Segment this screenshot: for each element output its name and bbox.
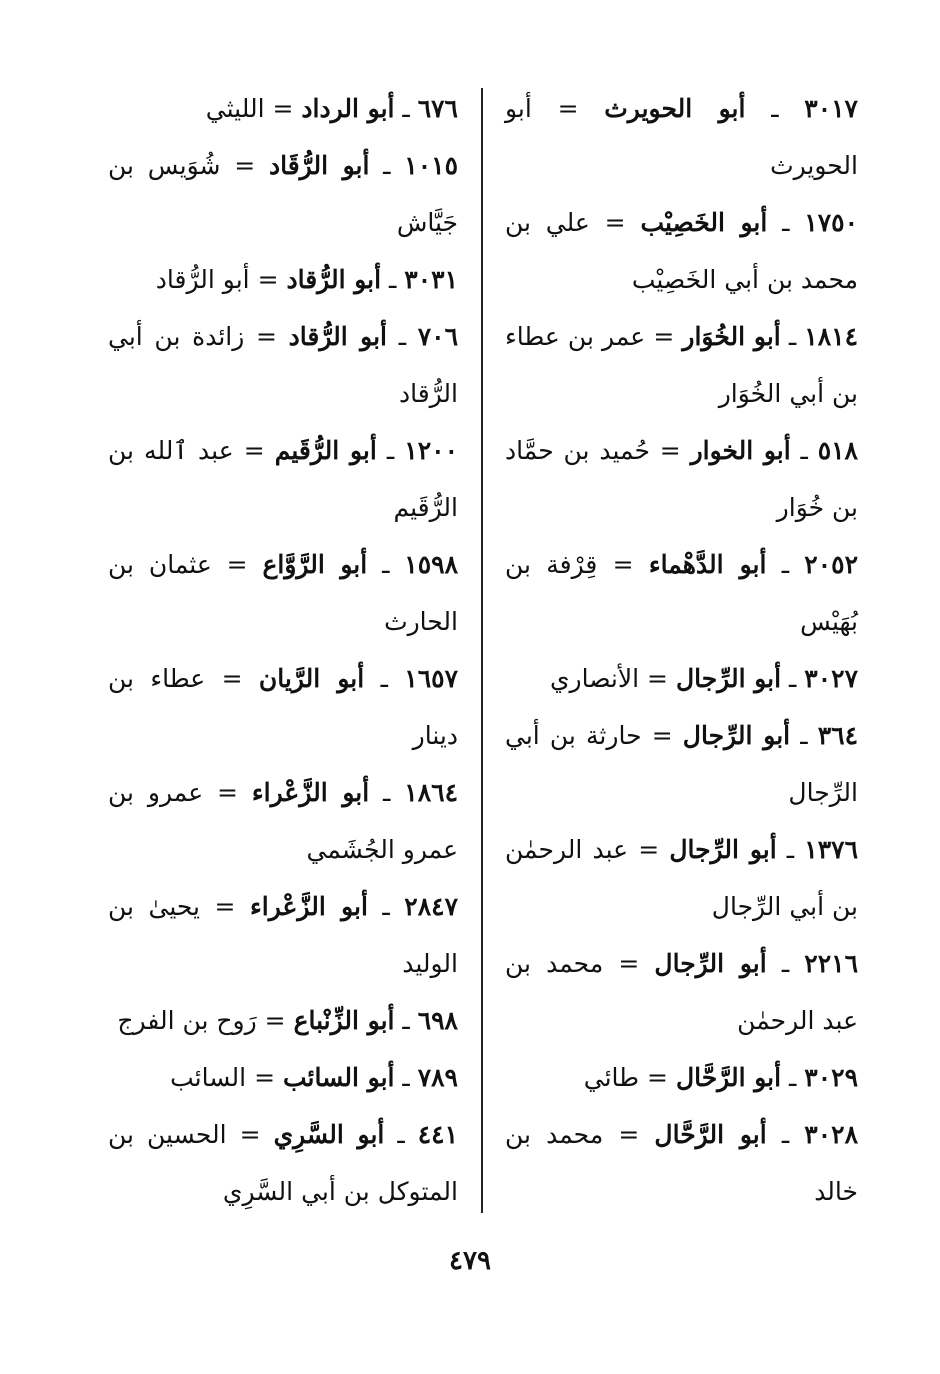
kunya-name: أبو الرَّحَّال bbox=[675, 1063, 782, 1092]
equals-sign: = bbox=[659, 436, 681, 465]
equals-sign: = bbox=[226, 550, 248, 579]
referenced-name: محمد بن خالد bbox=[505, 1120, 858, 1206]
equals-sign: = bbox=[254, 1063, 276, 1092]
kunya-name: أبو الزَّعْراء bbox=[250, 892, 368, 921]
index-entry: ١٣٧٦ ـ أبو الرِّجال = عبد الرحمٰن بن أبي الرِّجال bbox=[505, 835, 858, 921]
index-entry: ١٢٠٠ ـ أبو الرُّقَيم = عبد ٱلله بن الرُّقَيم bbox=[108, 436, 458, 522]
index-entry: ١٥٩٨ ـ أبو الرَّوَّاع = عثمان بن الحارث bbox=[108, 550, 459, 636]
index-entry: ٢٨٤٧ ـ أبو الزَّعْراء = يحيىٰ بن الوليد bbox=[108, 892, 458, 978]
referenced-name: حارثة بن أبي الرِّجال bbox=[505, 721, 858, 807]
entry-number: ١٥٩٨ bbox=[404, 550, 459, 579]
entry-number: ١٠١٥ bbox=[404, 151, 458, 180]
kunya-name: أبو السائب bbox=[282, 1063, 395, 1092]
entry-number: ٣٠٢٨ bbox=[804, 1120, 858, 1149]
equals-sign: = bbox=[638, 835, 660, 864]
kunya-name: أبو الحويرث bbox=[604, 94, 746, 123]
equals-sign: = bbox=[651, 721, 673, 750]
index-entry: ٧٨٩ ـ أبو السائب = السائب bbox=[170, 1063, 458, 1092]
entry-number: ٢٢١٦ bbox=[804, 949, 858, 978]
referenced-name: شُوَيس بن جَيَّاش bbox=[108, 151, 458, 237]
index-entry: ٢٠٥٢ ـ أبو الدَّهْماء = قِرْفة بن بُهَيْس bbox=[505, 550, 859, 636]
referenced-name: عبد ٱلله بن الرُّقَيم bbox=[108, 436, 458, 522]
referenced-name: عمرو بن عمرو الجُشَمي bbox=[108, 778, 458, 864]
equals-sign: = bbox=[256, 322, 277, 351]
equals-sign: = bbox=[618, 949, 640, 978]
index-entry: ٣٠١٧ ـ أبو الحويرث = أبو الحويرث bbox=[505, 94, 858, 180]
page-number: ٤٧٩ bbox=[449, 1246, 491, 1276]
referenced-name: عثمان بن الحارث bbox=[108, 550, 458, 636]
equals-sign: = bbox=[264, 1006, 286, 1035]
entry-number: ٣٠٢٩ bbox=[804, 1063, 858, 1092]
entry-number: ٢٠٥٢ bbox=[804, 550, 859, 579]
index-entry: ٥١٨ ـ أبو الخوار = حُميد بن حمَّاد بن خُوَار bbox=[505, 436, 858, 522]
entry-number: ٥١٨ bbox=[817, 436, 858, 465]
equals-sign: = bbox=[618, 1120, 640, 1149]
kunya-name: أبو الدَّهْماء bbox=[648, 550, 767, 579]
index-entry: ٧٠٦ ـ أبو الرُّقاد = زائدة بن أبي الرُّقاد bbox=[108, 322, 459, 408]
index-entry: ١٦٥٧ ـ أبو الرَّيان = عطاء بن دينار bbox=[108, 664, 459, 750]
entry-number: ١٣٧٦ bbox=[804, 835, 858, 864]
equals-sign: = bbox=[612, 550, 634, 579]
equals-sign: = bbox=[257, 265, 279, 294]
index-entry: ٣٦٤ ـ أبو الرِّجال = حارثة بن أبي الرِّجال bbox=[505, 721, 859, 807]
equals-sign: = bbox=[647, 664, 668, 693]
referenced-name: زائدة بن أبي الرُّقاد bbox=[108, 322, 458, 408]
kunya-name: أبو الرُّقاد bbox=[288, 322, 387, 351]
kunya-name: أبو الخُوَار bbox=[682, 322, 781, 351]
entry-number: ٢٨٤٧ bbox=[404, 892, 458, 921]
index-entry: ٦٩٨ ـ أبو الزِّنْباع = رَوح بن الفرج bbox=[117, 1006, 458, 1035]
index-entry: ١٨١٤ ـ أبو الخُوَار = عمر بن عطاء بن أبي الخُوَار bbox=[505, 322, 858, 408]
index-entry: ٦٧٦ ـ أبو الرداد = الليثي bbox=[205, 94, 458, 123]
entry-number: ١٨١٤ bbox=[804, 322, 858, 351]
referenced-name: قِرْفة بن بُهَيْس bbox=[505, 550, 858, 636]
referenced-name: عمر بن عطاء بن أبي الخُوَار bbox=[505, 322, 858, 408]
kunya-name: أبو الرُّقَيم bbox=[274, 436, 377, 465]
equals-sign: = bbox=[221, 664, 243, 693]
index-entry: ١٨٦٤ ـ أبو الزَّعْراء = عمرو بن عمرو الجُشَمي bbox=[108, 778, 458, 864]
entry-number: ١٦٥٧ bbox=[404, 664, 459, 693]
left-column bbox=[108, 80, 458, 1220]
index-entry: ٣٠٢٧ ـ أبو الرِّجال = الأنصاري bbox=[549, 664, 858, 693]
referenced-name: أبو الحويرث bbox=[505, 94, 858, 180]
referenced-name: طائي bbox=[583, 1063, 640, 1092]
referenced-name: رَوح بن الفرج bbox=[117, 1006, 257, 1035]
entry-number: ٧٠٦ bbox=[417, 322, 459, 351]
entry-number: ٦٩٨ bbox=[417, 1006, 458, 1035]
equals-sign: = bbox=[653, 322, 675, 351]
equals-sign: = bbox=[647, 1063, 668, 1092]
equals-sign: = bbox=[214, 892, 236, 921]
referenced-name: يحيىٰ بن الوليد bbox=[108, 892, 458, 978]
index-entry: ٢٢١٦ ـ أبو الرِّجال = محمد بن عبد الرحمٰن bbox=[505, 949, 858, 1035]
column-divider bbox=[481, 88, 483, 1213]
referenced-name: السائب bbox=[170, 1063, 247, 1092]
entry-number: ٣٠٣١ bbox=[404, 265, 458, 294]
kunya-name: أبو الرَّحَّال bbox=[654, 1120, 767, 1149]
equals-sign: = bbox=[234, 151, 256, 180]
kunya-name: أبو الزِّنْباع bbox=[293, 1006, 395, 1035]
referenced-name: الأنصاري bbox=[549, 664, 640, 693]
index-entry: ٣٠٢٩ ـ أبو الرَّحَّال = طائي bbox=[583, 1063, 858, 1092]
right-column bbox=[505, 80, 858, 1220]
equals-sign: = bbox=[217, 778, 238, 807]
entry-number: ١٧٥٠ bbox=[804, 208, 859, 237]
index-entry: ٣٠٣١ ـ أبو الرُّقاد = أبو الرُّقاد bbox=[155, 265, 458, 294]
equals-sign: = bbox=[239, 1120, 261, 1149]
entry-number: ٧٨٩ bbox=[417, 1063, 458, 1092]
entry-number: ١٨٦٤ bbox=[404, 778, 458, 807]
kunya-name: أبو الرِّجال bbox=[669, 835, 777, 864]
referenced-name: محمد بن عبد الرحمٰن bbox=[505, 949, 858, 1035]
index-entry: ٤٤١ ـ أبو السَّرِي = الحسين بن المتوكل بن أبي السَّرِي bbox=[108, 1120, 459, 1206]
entry-number: ٤٤١ bbox=[417, 1120, 459, 1149]
entry-number: ٣٠٢٧ bbox=[804, 664, 858, 693]
entry-number: ٣٦٤ bbox=[817, 721, 859, 750]
kunya-name: أبو الخوار bbox=[690, 436, 791, 465]
kunya-name: أبو الرَّوَّاع bbox=[262, 550, 368, 579]
equals-sign: = bbox=[557, 94, 579, 123]
kunya-name: أبو الرَّيان bbox=[258, 664, 365, 693]
index-entry: ٣٠٢٨ ـ أبو الرَّحَّال = محمد بن خالد bbox=[505, 1120, 858, 1206]
equals-sign: = bbox=[604, 208, 626, 237]
referenced-name: عطاء بن دينار bbox=[108, 664, 458, 750]
equals-sign: = bbox=[243, 436, 265, 465]
kunya-name: أبو الرِّجال bbox=[682, 721, 791, 750]
referenced-name: عبد الرحمٰن بن أبي الرِّجال bbox=[505, 835, 858, 921]
referenced-name: الليثي bbox=[205, 94, 265, 123]
kunya-name: أبو الخَصِيْب bbox=[640, 208, 768, 237]
referenced-name: أبو الرُّقاد bbox=[155, 265, 250, 294]
equals-sign: = bbox=[272, 94, 294, 123]
kunya-name: أبو السَّرِي bbox=[273, 1120, 385, 1149]
referenced-name: حُميد بن حمَّاد بن خُوَار bbox=[505, 436, 858, 522]
kunya-name: أبو الرِّجال bbox=[675, 664, 782, 693]
kunya-name: أبو الزَّعْراء bbox=[251, 778, 370, 807]
kunya-name: أبو الرُّقاد bbox=[286, 265, 382, 294]
entry-number: ٦٧٦ bbox=[417, 94, 458, 123]
referenced-name: علي بن محمد بن أبي الخَصِيْب bbox=[505, 208, 858, 294]
index-entry: ١٧٥٠ ـ أبو الخَصِيْب = علي بن محمد بن أبي الخَصِيْب bbox=[505, 208, 859, 294]
index-entry: ١٠١٥ ـ أبو الرُّقَاد = شُوَيس بن جَيَّاش bbox=[108, 151, 458, 237]
kunya-name: أبو الرداد bbox=[301, 94, 395, 123]
referenced-name: الحسين بن المتوكل بن أبي السَّرِي bbox=[108, 1120, 458, 1206]
kunya-name: أبو الرُّقَاد bbox=[268, 151, 370, 180]
kunya-name: أبو الرِّجال bbox=[654, 949, 767, 978]
entry-number: ١٢٠٠ bbox=[404, 436, 458, 465]
entry-number: ٣٠١٧ bbox=[804, 94, 858, 123]
